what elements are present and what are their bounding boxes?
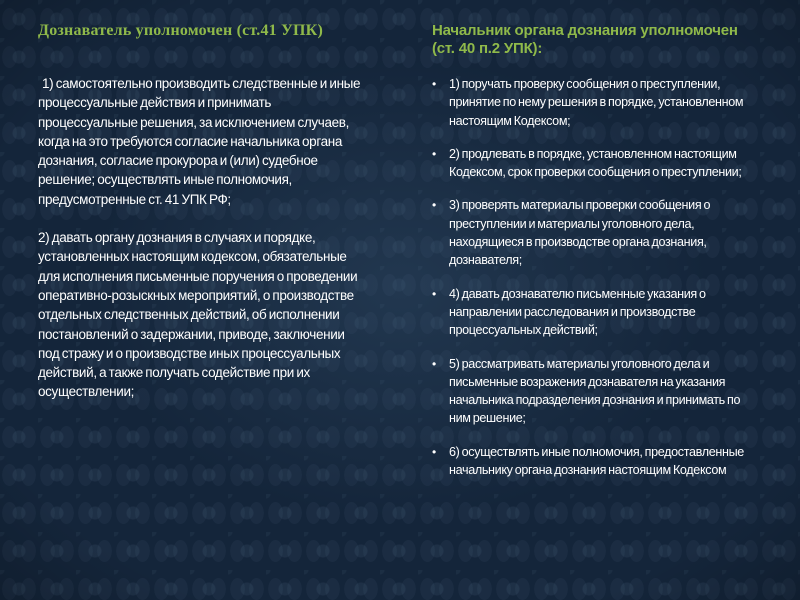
bullet-icon: •: [432, 286, 436, 301]
list-item-text: 1) поручать проверку сообщения о преступлении, принятие по нему решения в порядке, установленном настоящим Кодексом;: [449, 77, 744, 128]
authority-list: [432, 75, 762, 479]
list-item: [432, 75, 762, 130]
right-column: [432, 22, 762, 494]
bullet-icon: •: [432, 444, 436, 459]
left-column: [38, 22, 368, 402]
list-item: [432, 355, 762, 428]
list-item-text: 3) проверять материалы проверки сообщения о преступлении и материалы уголовного дела, находящиеся в производстве органа дознания, дознавателя;: [449, 198, 711, 268]
list-item: [432, 443, 762, 480]
bullet-icon: •: [432, 198, 436, 213]
right-title: Начальник органа дознания уполномочен (ст. 40 п.2 УПК):: [432, 22, 738, 57]
left-title: Дознаватель уполномочен (ст.41 УПК): [38, 22, 323, 39]
list-item-text: 6) осуществлять иные полномочия, предоставленные начальнику органа дознания настоящим Кодексом: [449, 444, 744, 478]
left-paragraph-2: 2) давать органу дознания в случаях и порядке, установленных настоящим кодексом, обязательные для исполнения письменные поручения о проведении оперативно-розыскных мероприятий, о производстве отдельных следственных действий, об исполнении постановлений о задержании, приводе, заключении под стражу и о производстве иных процессуальных действий, а также получать содействие при их осуществлении;: [38, 230, 358, 400]
list-item-text: 2) продлевать в порядке, установленном настоящим Кодексом, срок проверки сообщения о преступлении;: [449, 146, 742, 180]
list-item-text: 4) давать дознавателю письменные указания о направлении расследования и производстве процессуальных действий;: [449, 286, 706, 338]
list-item: [432, 196, 762, 269]
bullet-icon: •: [432, 77, 436, 91]
list-item-text: 5) рассматривать материалы уголовного дела и письменные возражения дознавателя на указания начальника подразделения дознания и принимать по ним решение;: [449, 356, 741, 426]
list-item: [432, 145, 762, 182]
list-item: [432, 285, 762, 340]
bullet-icon: •: [432, 356, 436, 371]
bullet-icon: •: [432, 146, 436, 161]
left-paragraph-1: 1) самостоятельно производить следственные и иные процессуальные действия и принимать процессуальные решения, за исключением случаев, когда на это требуются согласие начальника органа дознания, согласие прокурора и (или) судебное решение; осуществлять иные полномочия, предусмотренные ст. 41 УПК РФ;: [38, 76, 361, 207]
